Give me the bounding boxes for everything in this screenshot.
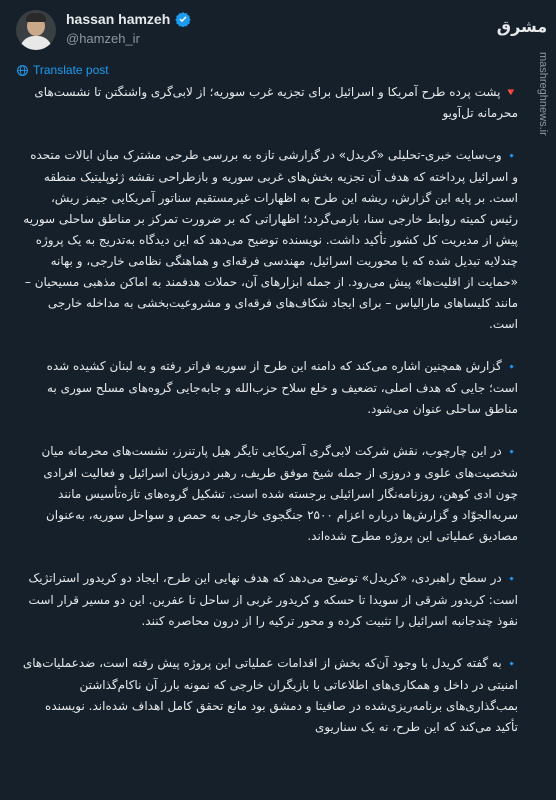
author-handle[interactable]: @hamzeh_ir — [66, 31, 140, 46]
blue-diamond-icon: 🔹 — [505, 362, 518, 373]
blue-diamond-icon: 🔹 — [505, 574, 518, 585]
post-paragraph-text: در این چارچوب، نقش شرکت لابی‌گری آمریکایی تایگر هیل پارتنرز، نشست‌های محرمانه میان شخصیت‌های علوی و دروزی از جمله شیخ موفق طریف، رهبر دروزیان اسرائیل و فعالیت افرادی چون ادی کوهن، روزنامه‌نگار اسرائیلی برجسته شده است. تشکیل گروه‌های تازه‌تأسیس مانند سریه‌الجوّاد و گزارش‌ها درباره اعزام ۲۵۰۰ جنگجوی خارجی به حمص و سواحل سوریه، به‌عنوان مصادیق عملیاتی این پروژه مطرح شده‌اند. — [41, 444, 518, 543]
blue-diamond-icon: 🔹 — [505, 659, 518, 670]
watermark-site: mashreghnews.ir — [537, 52, 549, 136]
watermark-logo — [496, 6, 548, 46]
post-paragraph-text: در سطح راهبردی، «کریدل» توضیح می‌دهد که هدف نهایی این طرح، ایجاد دو کریدور استراتژیک است: کریدور شرقی از سویدا تا حسکه و کریدور غربی از ساحل تا عفرین. این دو مسیر قرار است نفوذ چندجانبه اسرائیل را تثبیت کرده و محور ترکیه را از درون محاصره کنند. — [28, 571, 518, 628]
post-title — [22, 82, 518, 124]
post-title-text: پشت پرده طرح آمریکا و اسرائیل برای تجزیه غرب سوریه؛ از لابی‌گری واشنگتن تا نشست‌های محرمانه تل‌آویو — [34, 85, 518, 120]
author-display-name[interactable]: hassan hamzeh — [66, 11, 171, 27]
post-paragraph — [22, 441, 518, 547]
blue-diamond-icon: 🔹 — [505, 151, 518, 162]
post-body — [22, 82, 518, 759]
post-paragraph-text: وب‌سایت خبری-تحلیلی «کریدل» در گزارشی تازه به بررسی طرحی مشترک میان ایالات متحده و اسرائیل پرداخته که هدف آن تجزیه بخش‌های غربی سوریه و بازطراحی نقشه ژئوپلیتیک منطقه است. بر پایه این گزارش، ریشه این طرح به اظهارات غیرمستقیم سناتور آمریکایی جیمز ریش، رئیس کمیته روابط خارجی سنا، بازمی‌گردد؛ اظهاراتی که بر ضرورت تمرکز بر مناطق ساحلی سوریه پیش از مدیریت کل کشور تأکید داشت. نویسنده توضیح می‌دهد که این دیدگاه به‌تدریج به یک پروژه چندلایه تبدیل شده که با محوریت اسرائیل، مهندسی فرقه‌ای و هماهنگی نظامی خارجی، و بهانه «حمایت از اقلیت‌ها» پیش می‌رود. از جمله ابزارهای آن، حملات هدفمند به اماکن مذهبی مسیحیان – مانند کلیساهای مارالیاس – برای ایجاد شکاف‌های فرقه‌ای و مشروعیت‌بخشی به مداخله خارجی است. — [23, 148, 518, 331]
watermark-logo-text: مشرق — [496, 16, 548, 36]
author-name-line[interactable] — [66, 11, 191, 27]
blue-diamond-icon: 🔹 — [505, 447, 518, 458]
post-paragraph — [22, 653, 518, 738]
post-paragraph — [22, 568, 518, 632]
red-triangle-icon: 🔻 — [504, 86, 518, 99]
post-paragraph — [22, 356, 518, 420]
post-paragraph — [22, 145, 518, 335]
translate-post-label[interactable]: Translate post — [33, 63, 109, 77]
post-paragraph-text: گزارش همچنین اشاره می‌کند که دامنه این طرح از سوریه فراتر رفته و به لبنان کشیده شده است؛ جایی که هدف اصلی، تضعیف و خلع سلاح حزب‌الله و جابه‌جایی گروه‌های مسلح سوری به مناطق ساحلی عنوان می‌شود. — [46, 359, 518, 416]
globe-icon — [16, 64, 29, 77]
post-paragraph-text: به گفته کریدل با وجود آن‌که بخش از اقدامات عملیاتی این پروژه پیش رفته است، ضدعملیات‌های امنیتی در داخل و همکاری‌های اطلاعاتی با بازیگران خارجی که نمونه بارز آن ناکام‌گذاشتن بمب‌گذاری‌های برنامه‌ریزی‌شده در صافیتا و دمشق بود مانع تحقق کامل اهداف شده‌اند. نویسنده تأکید می‌کند که این طرح، نه یک سناریوی — [22, 656, 518, 734]
translate-post-link[interactable] — [16, 63, 109, 77]
avatar[interactable] — [16, 10, 56, 50]
verified-badge-icon — [175, 11, 191, 27]
post-header — [0, 0, 556, 60]
